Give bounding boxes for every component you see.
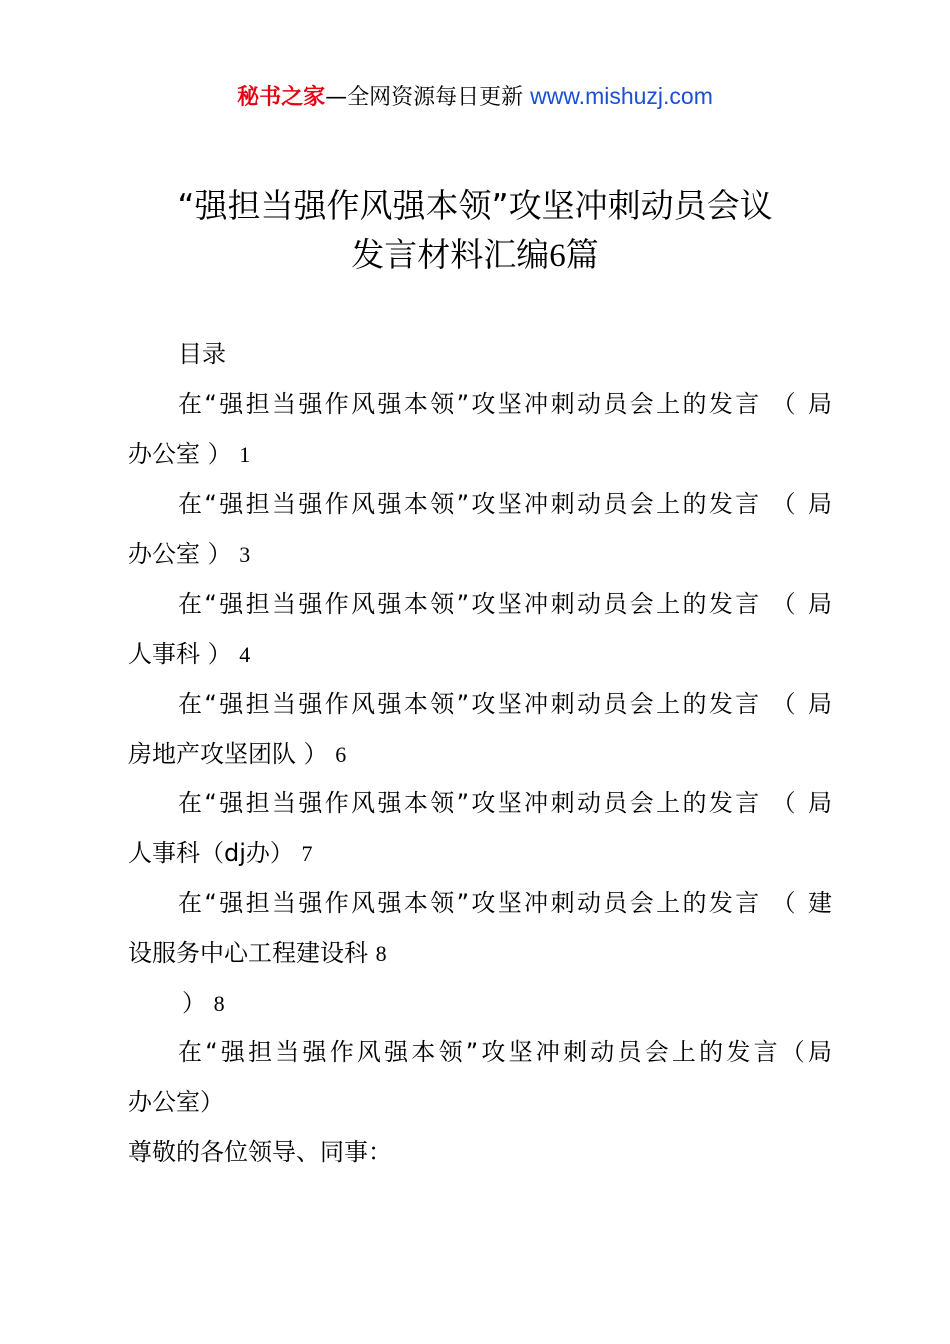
site-url-link[interactable]: www.mishuzj.com (530, 83, 713, 109)
toc-entry-page: 8 (213, 991, 225, 1016)
toc-entry-line[interactable]: 在“强担当强作风强本领”攻坚冲刺动员会上的发言 （ 局 (178, 789, 832, 817)
title-count: 6 (549, 238, 566, 274)
toc-entry-line[interactable]: 在“强担当强作风强本领”攻坚冲刺动员会上的发言 （ 建 (178, 889, 832, 917)
toc-entry-unit: 办公室 ） (128, 540, 232, 568)
toc-heading: 目录 (178, 340, 226, 368)
toc-entry-continuation[interactable] (128, 437, 250, 472)
site-header (0, 80, 950, 114)
toc-entry-line[interactable]: 在“强担当强作风强本领”攻坚冲刺动员会上的发言 （ 局 (178, 490, 832, 518)
toc-entry-page: 7 (301, 841, 313, 866)
toc-entry-unit: 人事科（dj办） (128, 839, 294, 867)
toc-entry-line[interactable]: 在“强担当强作风强本领”攻坚冲刺动员会上的发言 （ 局 (178, 390, 832, 418)
toc-entry-unit: 设服务中心工程建设科 (128, 939, 368, 967)
toc-entry-continuation[interactable] (128, 537, 250, 572)
toc-entry-page: 1 (239, 442, 251, 467)
toc-entry-continuation[interactable] (128, 637, 250, 672)
toc-entry-page: 8 (375, 941, 387, 966)
title-text: 发言材料汇编 (351, 235, 550, 274)
toc-entry-continuation[interactable] (182, 986, 225, 1021)
toc-entry-line[interactable]: 在“强担当强作风强本领”攻坚冲刺动员会上的发言 （ 局 (178, 690, 832, 718)
document-title-line-2 (0, 232, 950, 279)
toc-entry-continuation[interactable] (128, 936, 387, 971)
section-title-line-1: 在“强担当强作风强本领”攻坚冲刺动员会上的发言（局 (178, 1038, 832, 1066)
toc-entry-unit: 房地产攻坚团队 ） (128, 740, 328, 768)
toc-entry-continuation[interactable] (128, 737, 346, 772)
toc-entry-close-paren: ） (182, 989, 206, 1017)
site-brand: 秘书之家 (237, 85, 326, 110)
toc-entry-unit: 人事科 ） (128, 640, 232, 668)
site-tagline: —全网资源每日更新 (325, 85, 524, 110)
toc-entry-page: 4 (239, 642, 251, 667)
toc-entry-continuation[interactable] (128, 836, 313, 871)
section-title-line-2: 办公室） (128, 1088, 224, 1116)
document-title-line-1: “强担当强作风强本领”攻坚冲刺动员会议 (177, 186, 773, 225)
salutation: 尊敬的各位领导、同事： (128, 1138, 392, 1166)
toc-entry-page: 6 (335, 742, 347, 767)
toc-entry-unit: 办公室 ） (128, 440, 232, 468)
toc-entry-page: 3 (239, 542, 251, 567)
title-suffix: 篇 (565, 235, 599, 274)
toc-entry-line[interactable]: 在“强担当强作风强本领”攻坚冲刺动员会上的发言 （ 局 (178, 590, 832, 618)
